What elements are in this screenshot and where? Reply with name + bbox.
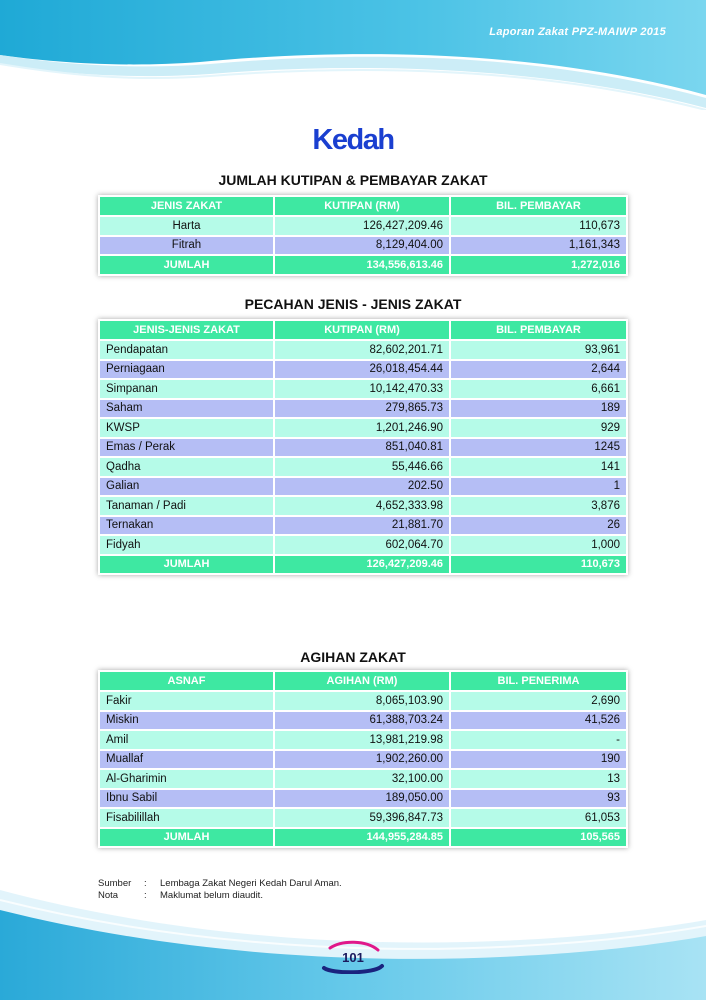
cell-amount: 26,018,454.44 xyxy=(274,360,450,380)
table-row xyxy=(99,711,627,731)
table-row xyxy=(99,769,627,789)
column-header: BIL. PEMBAYAR xyxy=(450,320,627,340)
cell-amount: 4,652,333.98 xyxy=(274,496,450,516)
cell-jenis: Fitrah xyxy=(99,236,274,256)
cell-label: Pendapatan xyxy=(99,340,274,360)
cell-count: 929 xyxy=(450,418,627,438)
total-label: JUMLAH xyxy=(99,255,274,275)
cell-label: Simpanan xyxy=(99,379,274,399)
cell-count: 189 xyxy=(450,399,627,419)
column-header: BIL. PEMBAYAR xyxy=(450,196,627,216)
cell-kutipan: 126,427,209.46 xyxy=(274,216,450,236)
table-row xyxy=(99,516,627,536)
column-header: ASNAF xyxy=(99,671,274,691)
cell-label: Emas / Perak xyxy=(99,438,274,458)
cell-count: 190 xyxy=(450,750,627,770)
cell-count: 2,690 xyxy=(450,691,627,711)
total-amount: 126,427,209.46 xyxy=(274,555,450,575)
cell-count: 61,053 xyxy=(450,808,627,828)
table-jumlah-kutipan xyxy=(98,195,628,276)
total-count: 110,673 xyxy=(450,555,627,575)
table-row xyxy=(99,730,627,750)
cell-count: 41,526 xyxy=(450,711,627,731)
cell-amount: 279,865.73 xyxy=(274,399,450,419)
table3-title: AGIHAN ZAKAT xyxy=(300,649,406,665)
cell-jenis: Harta xyxy=(99,216,274,236)
note-text: Maklumat belum diaudit. xyxy=(160,890,263,901)
total-pembayar: 1,272,016 xyxy=(450,255,627,275)
cell-count: 141 xyxy=(450,457,627,477)
cell-amount: 202.50 xyxy=(274,477,450,497)
table-row xyxy=(99,216,627,236)
column-header: JENIS-JENIS ZAKAT xyxy=(99,320,274,340)
cell-amount: 189,050.00 xyxy=(274,789,450,809)
cell-amount: 82,602,201.71 xyxy=(274,340,450,360)
cell-label: Ibnu Sabil xyxy=(99,789,274,809)
cell-amount: 602,064.70 xyxy=(274,535,450,555)
cell-amount: 851,040.81 xyxy=(274,438,450,458)
table1-title: JUMLAH KUTIPAN & PEMBAYAR ZAKAT xyxy=(218,172,488,188)
table-agihan-zakat xyxy=(98,670,628,848)
table-row xyxy=(99,379,627,399)
table-total-row xyxy=(99,255,627,275)
cell-label: Al-Gharimin xyxy=(99,769,274,789)
table-pecahan-jenis xyxy=(98,319,628,575)
cell-label: Miskin xyxy=(99,711,274,731)
table-row xyxy=(99,236,627,256)
cell-amount: 1,201,246.90 xyxy=(274,418,450,438)
cell-label: KWSP xyxy=(99,418,274,438)
note-sep: : xyxy=(144,890,147,901)
table-total-row xyxy=(99,828,627,848)
note-key: Nota xyxy=(98,890,119,901)
table-row xyxy=(99,808,627,828)
cell-amount: 8,065,103.90 xyxy=(274,691,450,711)
table-row xyxy=(99,477,627,497)
note-sep: : xyxy=(144,878,147,889)
cell-count: 1,000 xyxy=(450,535,627,555)
cell-amount: 61,388,703.24 xyxy=(274,711,450,731)
cell-count: 13 xyxy=(450,769,627,789)
table2-title: PECAHAN JENIS - JENIS ZAKAT xyxy=(244,296,462,312)
table-row xyxy=(99,750,627,770)
column-header: JENIS ZAKAT xyxy=(99,196,274,216)
cell-count: 93 xyxy=(450,789,627,809)
table-header-row xyxy=(99,320,627,340)
cell-kutipan: 8,129,404.00 xyxy=(274,236,450,256)
cell-label: Fakir xyxy=(99,691,274,711)
table-row xyxy=(99,789,627,809)
note-text: Lembaga Zakat Negeri Kedah Darul Aman. xyxy=(160,878,342,889)
cell-label: Tanaman / Padi xyxy=(99,496,274,516)
table-header-row xyxy=(99,196,627,216)
footer-wave-band xyxy=(0,870,706,1000)
cell-amount: 13,981,219.98 xyxy=(274,730,450,750)
table-total-row xyxy=(99,555,627,575)
total-kutipan: 134,556,613.46 xyxy=(274,255,450,275)
table-row xyxy=(99,691,627,711)
cell-label: Fisabilillah xyxy=(99,808,274,828)
column-header: BIL. PENERIMA xyxy=(450,671,627,691)
cell-label: Ternakan xyxy=(99,516,274,536)
cell-amount: 55,446.66 xyxy=(274,457,450,477)
report-header-title: Laporan Zakat PPZ-MAIWP 2015 xyxy=(489,26,666,38)
table-row xyxy=(99,438,627,458)
table-row xyxy=(99,399,627,419)
cell-amount: 21,881.70 xyxy=(274,516,450,536)
cell-label: Amil xyxy=(99,730,274,750)
cell-label: Muallaf xyxy=(99,750,274,770)
total-count: 105,565 xyxy=(450,828,627,848)
page-title: Kedah xyxy=(312,124,394,156)
note-key: Sumber xyxy=(98,878,132,889)
cell-pembayar: 110,673 xyxy=(450,216,627,236)
cell-count: - xyxy=(450,730,627,750)
cell-count: 2,644 xyxy=(450,360,627,380)
cell-count: 26 xyxy=(450,516,627,536)
cell-count: 3,876 xyxy=(450,496,627,516)
cell-amount: 32,100.00 xyxy=(274,769,450,789)
cell-label: Saham xyxy=(99,399,274,419)
cell-label: Fidyah xyxy=(99,535,274,555)
cell-count: 1 xyxy=(450,477,627,497)
cell-count: 93,961 xyxy=(450,340,627,360)
cell-amount: 59,396,847.73 xyxy=(274,808,450,828)
total-label: JUMLAH xyxy=(99,828,274,848)
total-amount: 144,955,284.85 xyxy=(274,828,450,848)
total-label: JUMLAH xyxy=(99,555,274,575)
column-header: AGIHAN (RM) xyxy=(274,671,450,691)
cell-label: Perniagaan xyxy=(99,360,274,380)
cell-label: Galian xyxy=(99,477,274,497)
table-row xyxy=(99,360,627,380)
column-header: KUTIPAN (RM) xyxy=(274,196,450,216)
page-number: 101 xyxy=(342,950,364,965)
cell-amount: 1,902,260.00 xyxy=(274,750,450,770)
table-header-row xyxy=(99,671,627,691)
table-row xyxy=(99,457,627,477)
cell-count: 1245 xyxy=(450,438,627,458)
cell-count: 6,661 xyxy=(450,379,627,399)
column-header: KUTIPAN (RM) xyxy=(274,320,450,340)
cell-label: Qadha xyxy=(99,457,274,477)
table-row xyxy=(99,340,627,360)
table-row xyxy=(99,535,627,555)
table-row xyxy=(99,496,627,516)
cell-pembayar: 1,161,343 xyxy=(450,236,627,256)
header-wave-band xyxy=(0,0,706,110)
table-row xyxy=(99,418,627,438)
cell-amount: 10,142,470.33 xyxy=(274,379,450,399)
